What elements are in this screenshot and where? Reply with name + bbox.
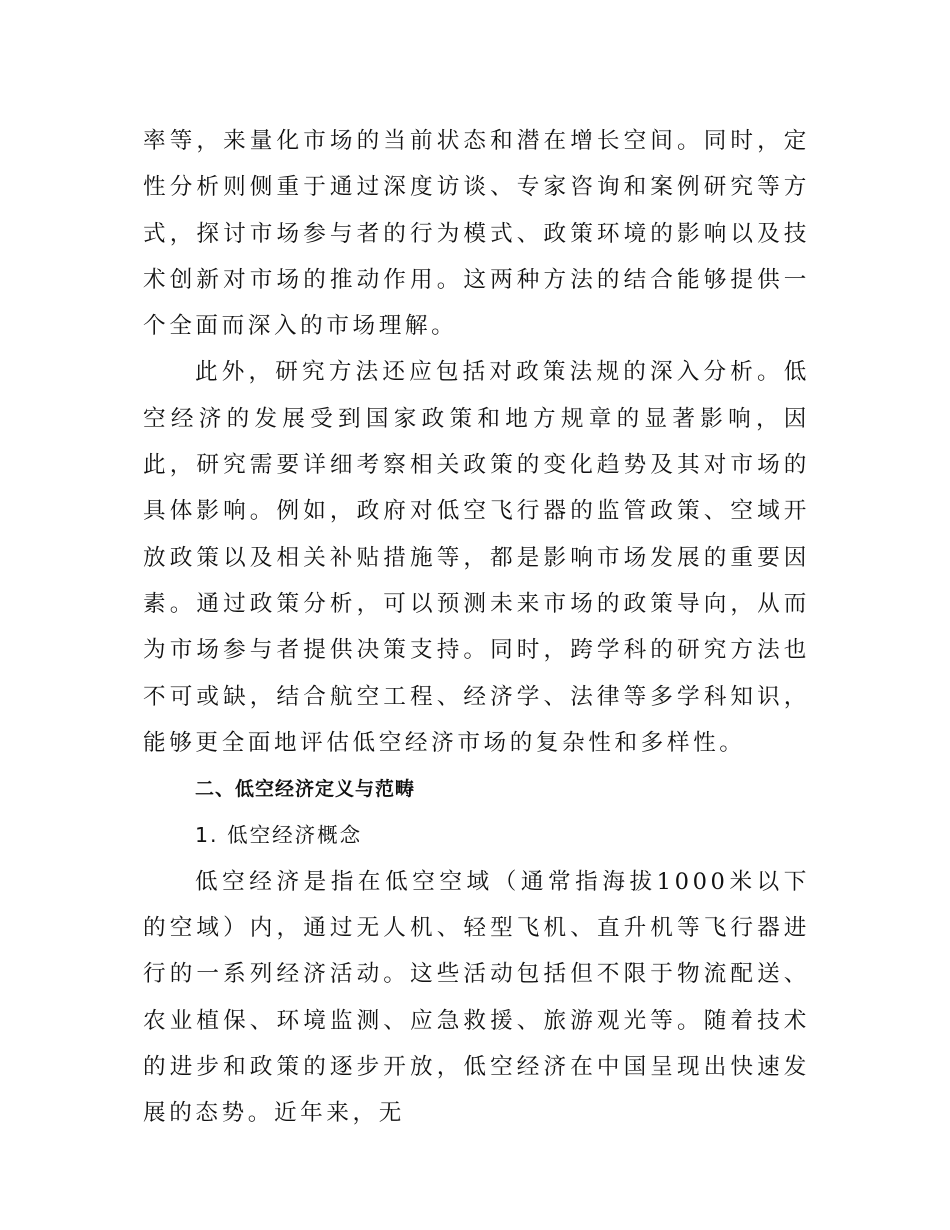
paragraph-continued: 率等，来量化市场的当前状态和潜在增长空间。同时，定性分析则侧重于通过深度访谈、专家咨询和案例研究等方式，探讨市场参与者的行为模式、政策环境的影响以及技术创新对市场的推动作用。这两种方法的结合能够提供一个全面而深入的市场理解。	[143, 128, 810, 340]
section-heading: 二、低空经济定义与范畴	[195, 778, 416, 801]
subsection-heading: 1. 低空经济概念	[195, 823, 363, 848]
document-body	[143, 118, 810, 1137]
paragraph-policy-analysis: 此外，研究方法还应包括对政策法规的深入分析。低空经济的发展受到国家政策和地方规章的显著影响，因此，研究需要详细考察相关政策的变化趋势及其对市场的具体影响。例如，政府对低空飞行器的监管政策、空域开放政策以及相关补贴措施等，都是影响市场发展的重要因素。通过政策分析，可以预测未来市场的政策导向，从而为市场参与者提供决策支持。同时，跨学科的研究方法也不可或缺，结合航空工程、经济学、法律等多学科知识，能够更全面地评估低空经济市场的复杂性和多样性。	[143, 359, 810, 756]
paragraph-low-altitude-definition: 低空经济是指在低空空域（通常指海拔1000米以下的空域）内，通过无人机、轻型飞机、直升机等飞行器进行的一系列经济活动。这些活动包括但不限于物流配送、农业植保、环境监测、应急救援、旅游观光等。随着技术的进步和政策的逐步开放，低空经济在中国呈现出快速发展的态势。近年来，无	[143, 868, 810, 1127]
